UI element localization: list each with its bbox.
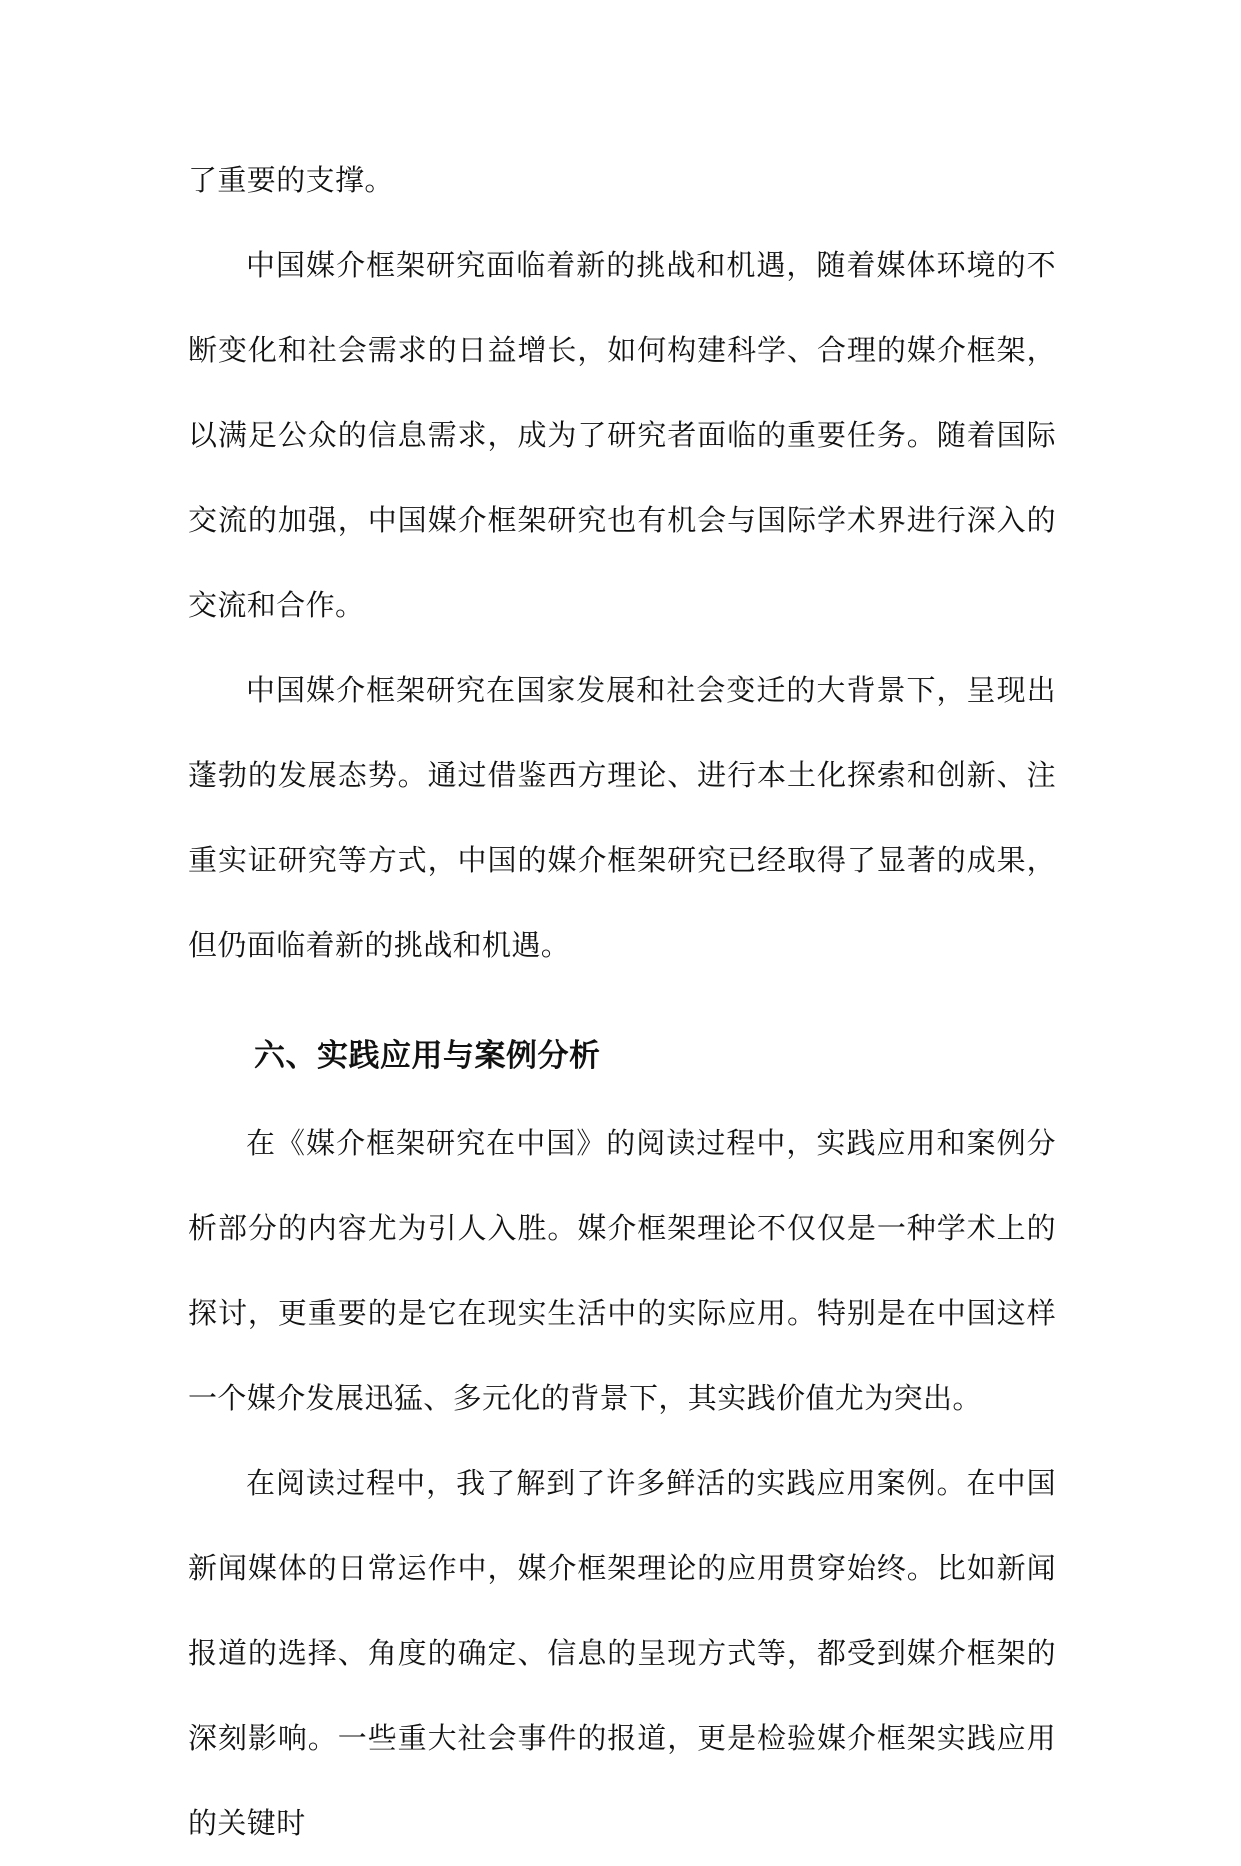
document-body <box>188 138 1056 1866</box>
paragraph-practice-intro: 在《媒介框架研究在中国》的阅读过程中，实践应用和案例分析部分的内容尤为引人入胜。媒介框架理论不仅仅是一种学术上的探讨，更重要的是它在现实生活中的实际应用。特别是在中国这样一个媒介发展迅猛、多元化的背景下，其实践价值尤为突出。 <box>188 1126 1056 1415</box>
section-heading: 六、实践应用与案例分析 <box>254 1038 601 1074</box>
paragraph-development: 中国媒介框架研究在国家发展和社会变迁的大背景下，呈现出蓬勃的发展态势。通过借鉴西方理论、进行本土化探索和创新、注重实证研究等方式，中国的媒介框架研究已经取得了显著的成果，但仍面临着新的挑战和机遇。 <box>188 673 1056 962</box>
paragraph-challenges: 中国媒介框架研究面临着新的挑战和机遇，随着媒体环境的不断变化和社会需求的日益增长，如何构建科学、合理的媒介框架，以满足公众的信息需求，成为了研究者面临的重要任务。随着国际交流的加强，中国媒介框架研究也有机会与国际学术界进行深入的交流和合作。 <box>188 248 1056 622</box>
paragraph-practice-cases: 在阅读过程中，我了解到了许多鲜活的实践应用案例。在中国新闻媒体的日常运作中，媒介框架理论的应用贯穿始终。比如新闻报道的选择、角度的确定、信息的呈现方式等，都受到媒介框架的深刻影响。一些重大社会事件的报道，更是检验媒介框架实践应用的关键时 <box>188 1466 1056 1840</box>
paragraph-continued: 了重要的支撑。 <box>188 163 394 197</box>
